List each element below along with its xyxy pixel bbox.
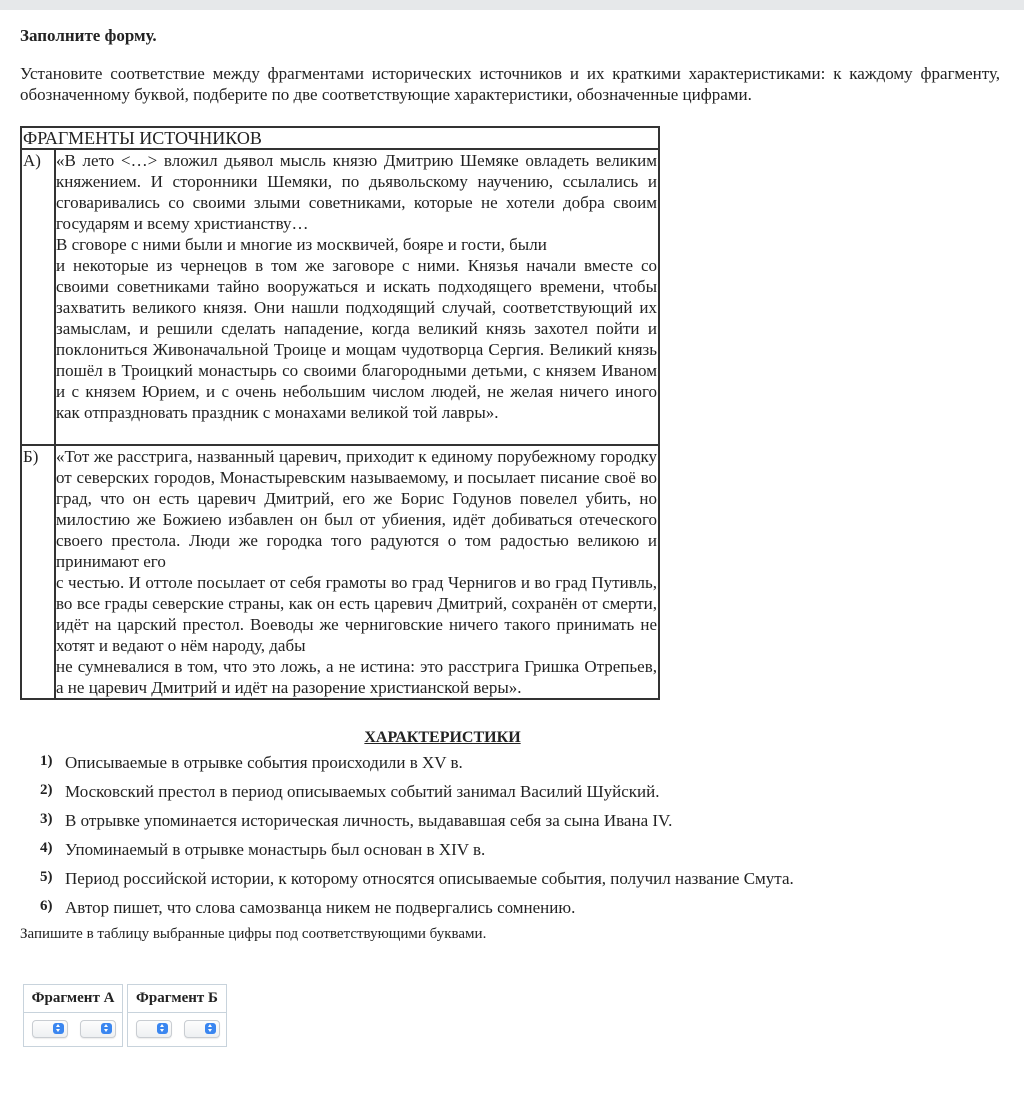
fragment-paragraph: с честью. И оттоле посылает от себя грамоты во град Чернигов и во град Путивль, во все грады северские страны, как он есть царевич Дмитрий, сохранён от смерти, идёт на царский престол. Воеводы же черниговские ничего такого принимать не хотят и ведают о нём народу, дабы — [56, 573, 657, 655]
answer-column-header: Фрагмент А — [24, 985, 122, 1013]
answer-select-b2[interactable] — [184, 1020, 220, 1038]
fragment-text — [55, 149, 659, 445]
answer-table — [23, 984, 227, 1047]
characteristic-text: Московский престол в период описываемых событий занимал Василий Шуйский. — [65, 782, 660, 801]
fragment-paragraph: «Тот же расстрига, названный царевич, приходит к единому порубежному городку от северских городов, Монастыревским называемому, и посылает писание своё во град, что он есть царевич Дмитрий, его же Борис Годунов повелел убить, но милостию же Божиею избавлен он был от убиения, идёт добиваться отеческого своего престола. Люди же городка того радуются о том радостью великою и принимают его — [56, 447, 657, 571]
characteristic-text: Автор пишет, что слова самозванца никем не подвергались сомнению. — [65, 898, 576, 917]
answer-select-a1[interactable] — [32, 1020, 68, 1038]
answer-column-b — [127, 984, 227, 1047]
task-instruction: Установите соответствие между фрагментами исторических источников и их краткими характеристиками: к каждому фрагменту, обозначенному буквой, подберите по две соответствующие характеристики, обозначенные цифрами. — [20, 64, 1000, 104]
fragment-paragraph: В сговоре с ними были и многие из москвичей, бояре и гости, были — [56, 235, 547, 254]
fragment-row-a — [21, 149, 659, 445]
characteristic-text: В отрывке упоминается историческая личность, выдававшая себя за сына Ивана IV. — [65, 811, 673, 830]
answer-column-header: Фрагмент Б — [128, 985, 226, 1013]
characteristic-item — [20, 869, 1000, 898]
fragment-letter: А) — [21, 149, 55, 445]
fragment-letter: Б) — [21, 445, 55, 699]
task-page — [20, 26, 1000, 1006]
characteristic-number: 2) — [40, 782, 53, 798]
fragment-paragraph: не сумневалися в том, что это ложь, а не истина: это расстрига Гришка Отрепьев, а не царевич Дмитрий и идёт на разорение христианской веры». — [56, 657, 657, 697]
characteristic-item — [20, 753, 1000, 782]
answer-select-b1[interactable] — [136, 1020, 172, 1038]
characteristic-number: 4) — [40, 840, 53, 856]
select-arrows-icon — [101, 1023, 112, 1034]
characteristic-number: 1) — [40, 753, 53, 769]
select-arrows-icon — [53, 1023, 64, 1034]
characteristic-item — [20, 840, 1000, 869]
characteristic-number: 5) — [40, 869, 53, 885]
fragments-table — [20, 126, 660, 700]
answer-selects — [24, 1013, 122, 1046]
fragment-paragraph: «В лето <…> вложил дьявол мысль князю Дмитрию Шемяке овладеть великим княжением. И сторонники Шемяки, по дьявольскому научению, ссылались и сговаривались со своими злыми советниками, которые не хотели добра своим государям и всему христианству… — [56, 151, 657, 233]
answer-instruction: Запишите в таблицу выбранные цифры под соответствующими буквами. — [20, 926, 487, 942]
fragment-spacer — [56, 423, 657, 444]
answer-column-a — [23, 984, 123, 1047]
select-arrows-icon — [157, 1023, 168, 1034]
fragments-heading: ФРАГМЕНТЫ ИСТОЧНИКОВ — [21, 127, 659, 149]
characteristic-item — [20, 811, 1000, 840]
characteristics-list — [20, 753, 1000, 927]
characteristic-text: Период российской истории, к которому относятся описываемые события, получил название Смута. — [65, 869, 794, 888]
characteristic-item — [20, 898, 1000, 927]
characteristic-number: 3) — [40, 811, 53, 827]
select-arrows-icon — [205, 1023, 216, 1034]
top-bar — [0, 0, 1024, 10]
characteristic-text: Описываемые в отрывке события происходили в XV в. — [65, 753, 463, 772]
characteristic-item — [20, 782, 1000, 811]
answer-select-a2[interactable] — [80, 1020, 116, 1038]
form-title: Заполните форму. — [20, 26, 157, 45]
characteristics-heading: ХАРАКТЕРИСТИКИ — [364, 729, 521, 746]
fragment-row-b — [21, 445, 659, 699]
answer-selects — [128, 1013, 226, 1046]
characteristic-text: Упоминаемый в отрывке монастырь был основан в XIV в. — [65, 840, 486, 859]
fragment-text — [55, 445, 659, 699]
characteristic-number: 6) — [40, 898, 53, 914]
fragment-paragraph: и некоторые из чернецов в том же заговоре с ними. Князья начали вместе со своими советниками тайно вооружаться и искать подходящего времени, чтобы захватить великого князя. Они нашли подходящий случай, соответствующий их замыслам, и решили сделать нападение, когда великий князь захотел пойти и поклониться Живоначальной Троице и мощам чудотворца Сергия. Великий князь пошёл в Троицкий монастырь со своими благородными детьми, с князем Иваном и с князем Юрием, и с очень небольшим числом людей, не желая ничего иного как отпраздновать праздник с монахами великой той лавры». — [56, 256, 657, 422]
